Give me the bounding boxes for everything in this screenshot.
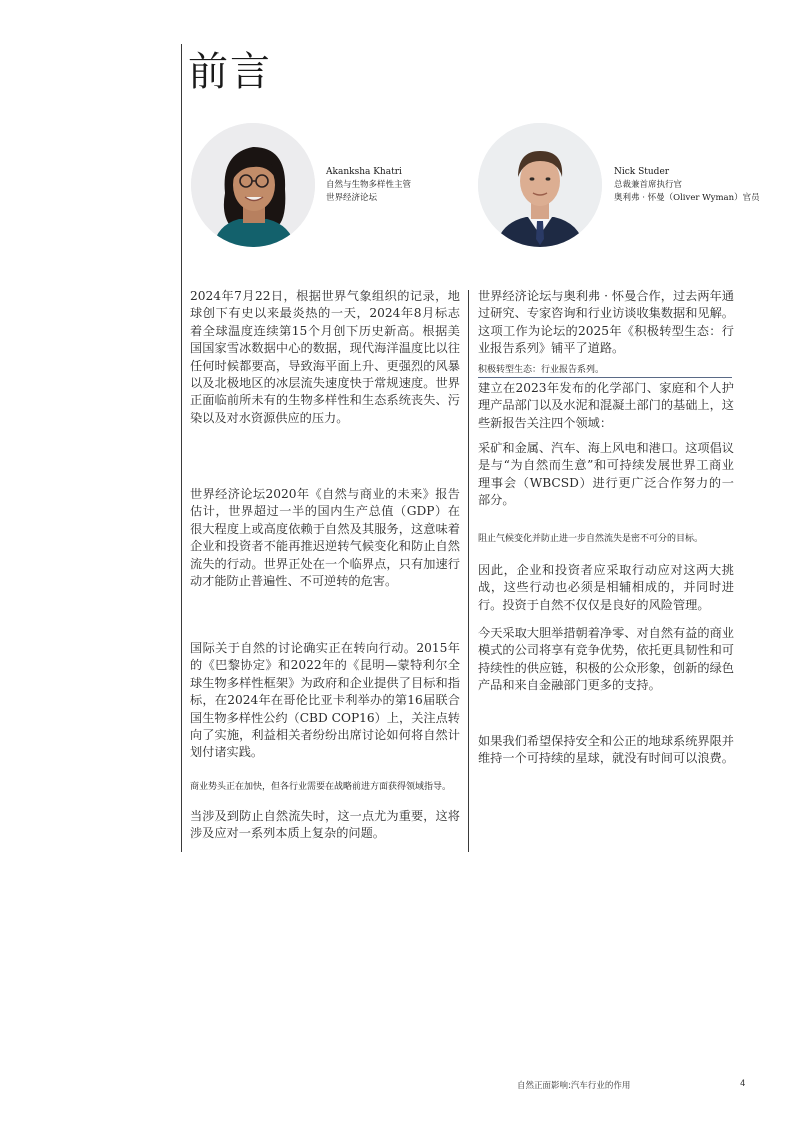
left-paragraph-3: 国际关于自然的讨论确实正在转向行动。2015年的《巴黎协定》和2022年的《昆明—蒙特利尔全球生物多样性框架》为政府和企业提供了目标和指标，在2024年在哥伦比亚卡利举办的第16届联合国生物多样性公约（CBD COP16）上，关注点转向了实施，利益相关者纷纷出席讨论如何将自然计划付诸实践。	[190, 641, 460, 760]
person-role: 自然与生物多样性主管	[326, 180, 412, 190]
subheading-underline	[478, 377, 732, 378]
right-paragraph-2: 建立在2023年发布的化学部门、家庭和个人护理产品部门以及水泥和混凝土部门的基础上，这些新报告关注四个领域：	[478, 381, 734, 430]
footer-page-number: 4	[740, 1079, 746, 1089]
person-name: Nick Studer	[614, 167, 670, 177]
right-paragraph-1: 世界经济论坛与奥利弗 · 怀曼合作，过去两年通过研究、专家咨询和行业访谈收集数据和见解。这项工作为论坛的2025年《积极转型生态：行业报告系列》铺平了道路。	[478, 289, 734, 356]
person-org: 世界经济论坛	[326, 193, 378, 203]
person-org: 奥利弗 · 怀曼（Oliver Wyman）官员	[614, 193, 760, 203]
right-paragraph-6: 如果我们希望保持安全和公正的地球系统界限并维持一个可持续的星球，就没有时间可以浪费。	[478, 734, 734, 766]
avatar-akanksha-khatri	[191, 123, 315, 247]
right-paragraph-3: 采矿和金属、汽车、海上风电和港口。这项倡议是与“为自然而生意”和可持续发展世界工商业理事会（WBCSD）进行更广泛合作努力的一部分。	[478, 441, 734, 508]
portrait-woman-illustration	[191, 123, 315, 247]
page-title: 前言	[188, 49, 272, 95]
right-subheading-2: 阻止气候变化并防止进一步自然流失是密不可分的目标。	[478, 534, 704, 544]
right-subheading-1: 积极转型生态：行业报告系列。	[478, 365, 605, 375]
left-paragraph-1: 2024年7月22日，根据世界气象组织的记录，地球创下有史以来最炎热的一天，2024年8月标志着全球温度连续第15个月创下历史新高。根据美国国家雪冰数据中心的数据，现代海洋温度比以往任何时候都要高，导致海平面上升、更强烈的风暴以及北极地区的冰层流失速度快于常规速度。世界正面临前所未有的生物多样性和生态系统丧失、污染以及对水资源供应的压力。	[190, 289, 460, 425]
person-role: 总裁兼首席执行官	[614, 180, 683, 190]
person-name: Akanksha Khatri	[326, 167, 402, 177]
left-subheading: 商业势头正在加快，但各行业需要在战略前进方面获得领域指导。	[190, 782, 452, 792]
right-paragraph-4: 因此，企业和投资者应采取行动应对这两大挑战，这些行动也必须是相辅相成的，并同时进行。投资于自然不仅仅是良好的风险管理。	[478, 563, 734, 612]
left-margin-rule	[181, 44, 182, 852]
person-caption-1	[326, 166, 411, 205]
avatar-nick-studer	[478, 123, 602, 247]
right-paragraph-5: 今天采取大胆举措朝着净零、对自然有益的商业模式的公司将享有竞争优势，依托更具韧性和可持续性的供应链，积极的公众形象，创新的绿色产品和来自金融部门更多的支持。	[478, 626, 734, 693]
left-paragraph-2: 世界经济论坛2020年《自然与商业的未来》报告估计，世界超过一半的国内生产总值（GDP）在很大程度上或高度依赖于自然及其服务，这意味着企业和投资者不能再推迟逆转气候变化和防止自然流失的行动。世界正处在一个临界点，只有加速行动才能防止普遍性、不可逆转的危害。	[190, 487, 460, 589]
column-divider	[468, 290, 469, 852]
person-caption-2	[614, 166, 760, 205]
left-paragraph-4: 当涉及到防止自然流失时，这一点尤为重要，这将涉及应对一系列本质上复杂的问题。	[190, 809, 460, 841]
portrait-man-illustration	[478, 123, 602, 247]
footer-report-title: 自然正面影响:汽车行业的作用	[517, 1081, 631, 1091]
